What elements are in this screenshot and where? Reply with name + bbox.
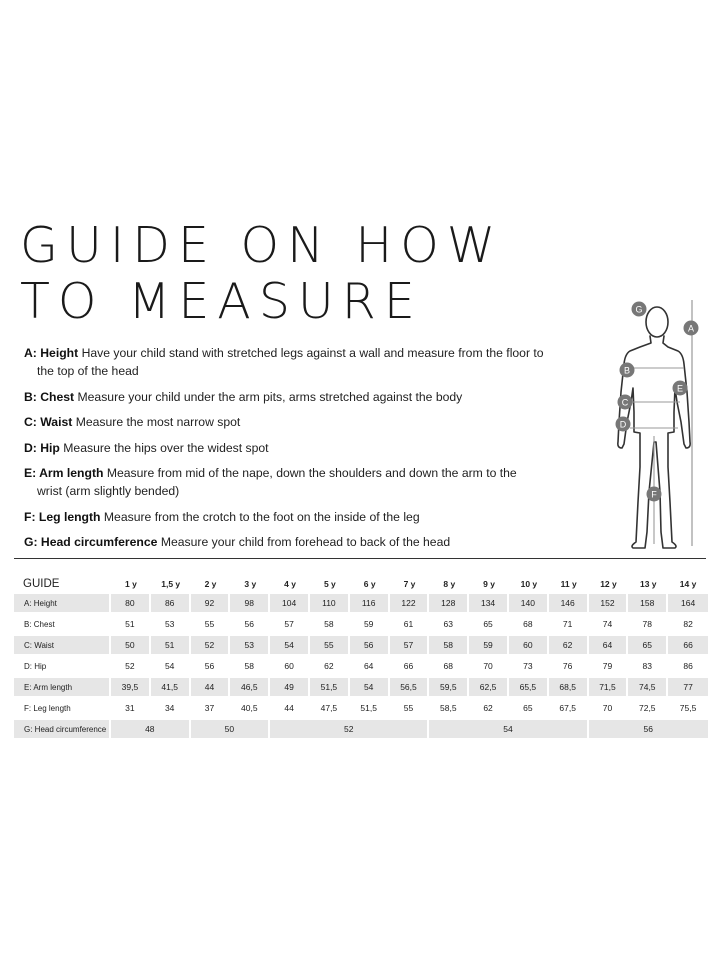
table-cell: 51 [111, 615, 151, 633]
guide-item-key: B: Chest [24, 389, 75, 404]
table-cell: 56 [191, 657, 231, 675]
table-cell: 41,5 [151, 678, 191, 696]
guide-item-text: Measure from the crotch to the foot on the inside of the leg [103, 509, 420, 524]
svg-text:D: D [619, 419, 627, 430]
table-cell: 82 [683, 619, 693, 629]
table-cell: 134 [469, 594, 509, 612]
table-cell: 31 [111, 699, 151, 717]
table-cell: 52 [111, 657, 151, 675]
table-cell: 59,5 [429, 678, 469, 696]
table-cell: 55 [390, 699, 430, 717]
table-cell: 104 [270, 594, 310, 612]
table-cell: 68 [429, 657, 469, 675]
table-cell: 67,5 [549, 699, 589, 717]
table-cell: 78 [628, 615, 668, 633]
marker-a [684, 321, 699, 336]
table-cell: 44 [270, 699, 310, 717]
table-cell: 140 [509, 594, 549, 612]
guide-item-key: A: Height [24, 346, 79, 360]
guide-item [24, 533, 544, 551]
table-cell: 152 [589, 594, 629, 612]
svg-text:F: F [651, 489, 657, 500]
table-cell: 58,5 [429, 699, 469, 717]
title-line-2: TO MEASURE [20, 273, 423, 330]
table-cell: 66 [668, 636, 708, 654]
size-table-corner-label: GUIDE [23, 577, 60, 590]
table-cell: 80 [111, 594, 151, 612]
size-column-header: 14 y [679, 578, 697, 589]
table-cell: 54 [350, 678, 390, 696]
table-cell: 71,5 [589, 678, 629, 696]
guide-item-key: F: Leg length [24, 509, 101, 524]
table-cell: 51 [151, 636, 191, 654]
table-cell-merged: 50 [191, 720, 271, 738]
table-cell: 59 [350, 615, 390, 633]
size-column-header: 9 y [483, 578, 495, 589]
table-cell: 62 [469, 699, 509, 717]
table-cell: 57 [390, 636, 430, 654]
size-column-header: 10 y [520, 578, 538, 589]
table-cell: 73 [509, 657, 549, 675]
marker-b [620, 363, 635, 378]
row-label: D: Hip [14, 657, 111, 675]
table-cell: 44 [191, 678, 231, 696]
table-cell: 60 [509, 636, 549, 654]
table-cell: 54 [270, 636, 310, 654]
size-column-header: 2 y [204, 578, 217, 589]
table-cell: 158 [628, 594, 668, 612]
guide-item-text: Have your child stand with stretched legs against a wall and measure from the floor to the top of the head [37, 346, 544, 378]
marker-f [647, 487, 662, 502]
size-column-header: 3 y [244, 578, 257, 589]
svg-text:A: A [687, 323, 695, 334]
child-measurement-figure [596, 292, 708, 552]
table-cell: 39,5 [111, 678, 151, 696]
table-cell: 74 [589, 615, 629, 633]
table-cell: 52 [191, 636, 231, 654]
table-cell: 66 [390, 657, 430, 675]
table-row [14, 678, 708, 696]
table-cell: 70 [589, 699, 629, 717]
marker-e [673, 381, 688, 396]
table-cell: 63 [429, 615, 469, 633]
size-column-header: 5 y [323, 578, 336, 589]
guide-item-key: E: Arm length [24, 466, 104, 480]
table-cell: 79 [589, 657, 629, 675]
size-column-header: 11 y [560, 578, 577, 589]
table-cell: 62 [549, 636, 589, 654]
guide-item [24, 439, 544, 457]
row-label: F: Leg length [14, 699, 111, 717]
size-column-header: 6 y [363, 578, 376, 589]
size-table-header [14, 576, 708, 591]
table-cell: 65 [469, 615, 509, 633]
table-cell: 98 [230, 594, 270, 612]
guide-item-text: Measure from mid of the nape, down the shoulders and down the arm to the wrist (arm slightly bended) [37, 466, 517, 498]
table-cell: 62 [310, 657, 350, 675]
size-column-header: 1 y [124, 578, 137, 589]
table-cell: 56 [350, 636, 390, 654]
table-cell: 116 [350, 594, 390, 612]
table-cell: 164 [668, 594, 708, 612]
table-cell: 76 [549, 657, 589, 675]
table-cell: 68,5 [549, 678, 589, 696]
guide-item [24, 464, 544, 500]
table-cell: 86 [683, 661, 693, 671]
guide-item-text: Measure your child from forehead to back of the head [160, 535, 451, 549]
table-cell: 128 [429, 594, 469, 612]
guide-item-key: C: Waist [24, 415, 73, 429]
table-cell-merged: 54 [429, 720, 588, 738]
table-cell: 47,5 [310, 699, 350, 717]
table-cell: 65 [509, 699, 549, 717]
marker-g [632, 302, 647, 317]
table-cell: 55 [191, 615, 231, 633]
table-cell: 75,5 [679, 703, 697, 713]
table-cell: 68 [509, 615, 549, 633]
svg-text:B: B [623, 365, 631, 376]
table-cell: 58 [429, 636, 469, 654]
table-cell: 83 [628, 657, 668, 675]
row-label: E: Arm length [14, 678, 111, 696]
table-cell: 64 [350, 657, 390, 675]
table-cell: 77 [668, 678, 708, 696]
table-cell: 74,5 [628, 678, 668, 696]
guide-item-text: Measure your child under the arm pits, arms stretched against the body [77, 389, 463, 404]
measurement-guide-list [24, 344, 544, 559]
table-cell-merged: 52 [270, 720, 429, 738]
size-table-body [14, 594, 708, 738]
table-cell: 40,5 [230, 699, 270, 717]
table-row [14, 636, 708, 654]
table-cell: 37 [191, 699, 231, 717]
table-cell: 56 [230, 615, 270, 633]
table-cell: 51,5 [310, 678, 350, 696]
guide-item [24, 388, 544, 406]
marker-c [618, 395, 633, 410]
size-column-header: 7 y [403, 578, 416, 589]
table-cell: 50 [111, 636, 151, 654]
table-cell: 60 [270, 657, 310, 675]
table-cell-merged: 56 [589, 720, 708, 738]
table-cell: 56,5 [390, 678, 430, 696]
table-row [14, 594, 708, 612]
table-row [14, 615, 708, 633]
row-label: A: Height [14, 594, 111, 612]
table-cell: 58 [230, 657, 270, 675]
table-cell: 55 [310, 636, 350, 654]
guide-item [24, 508, 544, 526]
guide-item [24, 344, 544, 380]
row-label: G: Head circumference [14, 720, 111, 738]
table-cell: 92 [191, 594, 231, 612]
table-cell: 34 [151, 699, 191, 717]
svg-text:E: E [676, 383, 684, 394]
table-cell: 49 [270, 678, 310, 696]
table-cell: 122 [390, 594, 430, 612]
svg-text:G: G [635, 304, 643, 315]
size-table [14, 573, 708, 741]
table-cell: 72,5 [628, 699, 668, 717]
table-cell: 86 [151, 594, 191, 612]
table-cell: 53 [230, 636, 270, 654]
guide-item [24, 413, 544, 431]
size-column-header: 12 y [600, 578, 617, 589]
guide-item-key: D: Hip [24, 440, 60, 455]
row-label: B: Chest [14, 615, 111, 633]
table-cell: 61 [390, 615, 430, 633]
section-divider [14, 558, 706, 559]
page-title [20, 218, 503, 330]
table-cell: 58 [310, 615, 350, 633]
table-cell: 54 [151, 657, 191, 675]
svg-text:C: C [621, 397, 629, 408]
table-row [14, 699, 708, 717]
guide-item-text: Measure the hips over the widest spot [63, 440, 269, 455]
table-cell: 65,5 [509, 678, 549, 696]
title-line-1: GUIDE ON HOW [20, 217, 504, 274]
table-cell-merged: 48 [111, 720, 191, 738]
guide-item-key: G: Head circumference [24, 535, 158, 549]
table-cell: 71 [549, 615, 589, 633]
table-cell: 70 [469, 657, 509, 675]
table-cell: 46,5 [230, 678, 270, 696]
size-column-header: 8 y [443, 578, 456, 589]
table-row [14, 657, 708, 675]
row-label: C: Waist [14, 636, 111, 654]
table-row-head-circumference [14, 720, 708, 738]
table-cell: 57 [270, 615, 310, 633]
table-cell: 51,5 [350, 699, 390, 717]
table-cell: 65 [628, 636, 668, 654]
table-cell: 62,5 [469, 678, 509, 696]
size-column-header: 13 y [639, 578, 657, 589]
table-cell: 64 [589, 636, 629, 654]
table-cell: 59 [469, 636, 509, 654]
size-column-header: 1,5 y [161, 578, 181, 589]
table-cell: 110 [310, 594, 350, 612]
table-cell: 53 [151, 615, 191, 633]
guide-item-text: Measure the most narrow spot [75, 415, 241, 429]
size-column-header: 4 y [284, 578, 296, 589]
table-cell: 146 [549, 594, 589, 612]
marker-d [616, 417, 631, 432]
